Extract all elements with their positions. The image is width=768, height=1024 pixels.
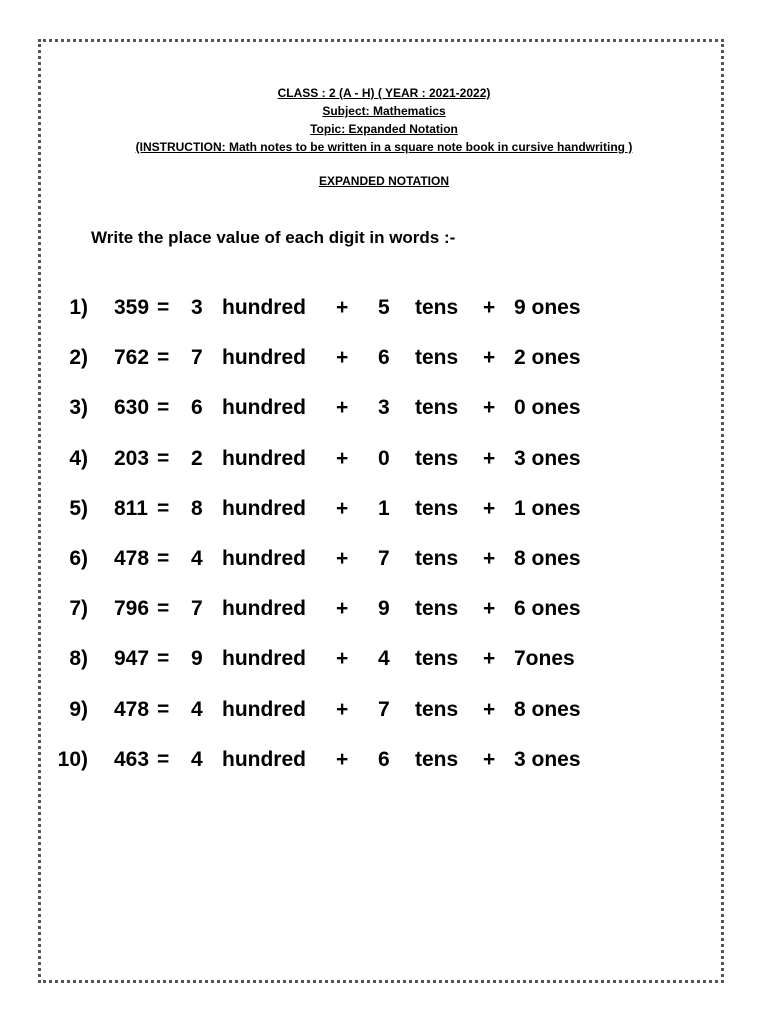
- row-number: 8): [69, 647, 88, 671]
- exercise-row: [0, 597, 768, 647]
- hundreds-digit: 8: [191, 496, 203, 520]
- row-number: 4): [69, 446, 88, 470]
- tens-label: tens: [415, 296, 459, 319]
- equals-sign: =: [157, 647, 170, 671]
- hundreds-digit: 9: [191, 647, 203, 671]
- equals-sign: =: [157, 747, 170, 771]
- exercise-row: [0, 346, 768, 396]
- plus-sign: +: [483, 697, 496, 721]
- row-value: 203: [114, 446, 150, 470]
- ones-value: 7ones: [514, 647, 575, 671]
- tens-label: tens: [415, 496, 459, 520]
- hundreds-digit: 7: [191, 597, 203, 621]
- plus-sign: +: [336, 296, 349, 319]
- plus-sign: +: [336, 647, 349, 671]
- hundred-label: hundred: [222, 697, 306, 721]
- topic-line: Topic: Expanded Notation: [310, 122, 458, 136]
- row-number: 7): [69, 597, 88, 621]
- tens-digit: 0: [378, 446, 390, 470]
- hundred-label: hundred: [222, 747, 306, 771]
- hundred-label: hundred: [222, 446, 306, 470]
- equals-sign: =: [157, 496, 170, 520]
- tens-digit: 5: [378, 296, 390, 319]
- row-number: 2): [69, 346, 88, 370]
- hundreds-digit: 4: [191, 546, 203, 570]
- plus-sign: +: [336, 346, 349, 370]
- row-value: 796: [114, 597, 150, 621]
- hundred-label: hundred: [222, 597, 306, 621]
- exercise-row: [0, 748, 768, 798]
- plus-sign: +: [483, 647, 496, 671]
- hundred-label: hundred: [222, 496, 306, 520]
- equals-sign: =: [157, 446, 170, 470]
- ones-value: 2 ones: [514, 346, 581, 370]
- equals-sign: =: [157, 396, 170, 420]
- plus-sign: +: [483, 496, 496, 520]
- equals-sign: =: [157, 346, 170, 370]
- plus-sign: +: [483, 446, 496, 470]
- plus-sign: +: [483, 396, 496, 420]
- tens-digit: 3: [378, 396, 390, 420]
- tens-label: tens: [415, 446, 459, 470]
- class-line: CLASS : 2 (A - H) ( YEAR : 2021-2022): [277, 86, 491, 100]
- section-title: EXPANDED NOTATION: [318, 174, 449, 188]
- tens-digit: 4: [378, 647, 390, 671]
- plus-sign: +: [336, 396, 349, 420]
- tens-label: tens: [415, 697, 459, 721]
- ones-value: 3 ones: [514, 747, 581, 771]
- exercise-row: [0, 647, 768, 697]
- row-value: 762: [114, 346, 150, 370]
- row-value: 630: [114, 396, 150, 420]
- tens-label: tens: [415, 346, 459, 370]
- hundred-label: hundred: [222, 647, 306, 671]
- plus-sign: +: [336, 546, 349, 570]
- ones-value: 0 ones: [514, 396, 581, 420]
- row-value: 359: [114, 296, 150, 319]
- plus-sign: +: [483, 597, 496, 621]
- tens-label: tens: [415, 396, 459, 420]
- tens-digit: 6: [378, 346, 390, 370]
- subject-line: Subject: Mathematics: [322, 104, 446, 118]
- row-number: 1): [69, 296, 88, 319]
- row-value: 463: [114, 747, 150, 771]
- equals-sign: =: [157, 296, 170, 319]
- ones-value: 8 ones: [514, 697, 581, 721]
- tens-label: tens: [415, 647, 459, 671]
- plus-sign: +: [336, 597, 349, 621]
- tens-digit: 1: [378, 496, 390, 520]
- equals-sign: =: [157, 546, 170, 570]
- ones-value: 8 ones: [514, 546, 581, 570]
- tens-digit: 9: [378, 597, 390, 621]
- row-value: 811: [114, 496, 148, 520]
- exercise-row: [0, 296, 768, 346]
- worksheet-header: [0, 84, 768, 156]
- plus-sign: +: [336, 496, 349, 520]
- plus-sign: +: [336, 697, 349, 721]
- exercise-row: [0, 497, 768, 547]
- exercise-list: [0, 296, 768, 798]
- ones-value: 3 ones: [514, 446, 581, 470]
- tens-digit: 7: [378, 546, 390, 570]
- tens-label: tens: [415, 747, 459, 771]
- hundred-label: hundred: [222, 546, 306, 570]
- plus-sign: +: [483, 296, 496, 319]
- row-number: 3): [69, 396, 88, 420]
- plus-sign: +: [483, 546, 496, 570]
- hundred-label: hundred: [222, 346, 306, 370]
- hundreds-digit: 7: [191, 346, 203, 370]
- hundred-label: hundred: [222, 296, 306, 319]
- hundreds-digit: 6: [191, 396, 203, 420]
- tens-label: tens: [415, 546, 459, 570]
- row-value: 478: [114, 546, 150, 570]
- hundreds-digit: 3: [191, 296, 203, 319]
- tens-digit: 7: [378, 697, 390, 721]
- plus-sign: +: [336, 446, 349, 470]
- equals-sign: =: [157, 597, 170, 621]
- plus-sign: +: [483, 346, 496, 370]
- tens-label: tens: [415, 597, 459, 621]
- equals-sign: =: [157, 697, 170, 721]
- tens-digit: 6: [378, 747, 390, 771]
- ones-value: 1 ones: [514, 496, 581, 520]
- plus-sign: +: [483, 747, 496, 771]
- hundreds-digit: 2: [191, 446, 203, 470]
- hundreds-digit: 4: [191, 747, 203, 771]
- instruction-line: (INSTRUCTION: Math notes to be written in a square note book in cursive handwriting ): [135, 140, 633, 154]
- ones-value: 9 ones: [514, 296, 581, 319]
- row-number: 10): [57, 747, 88, 771]
- exercise-row: [0, 396, 768, 446]
- row-number: 5): [69, 496, 88, 520]
- exercise-row: [0, 698, 768, 748]
- hundred-label: hundred: [222, 396, 306, 420]
- ones-value: 6 ones: [514, 597, 581, 621]
- row-value: 478: [114, 697, 150, 721]
- plus-sign: +: [336, 747, 349, 771]
- row-value: 947: [114, 647, 150, 671]
- row-number: 9): [69, 697, 88, 721]
- hundreds-digit: 4: [191, 697, 203, 721]
- exercise-prompt: Write the place value of each digit in words :-: [91, 228, 456, 247]
- exercise-row: [0, 447, 768, 497]
- exercise-row: [0, 547, 768, 597]
- row-number: 6): [69, 546, 88, 570]
